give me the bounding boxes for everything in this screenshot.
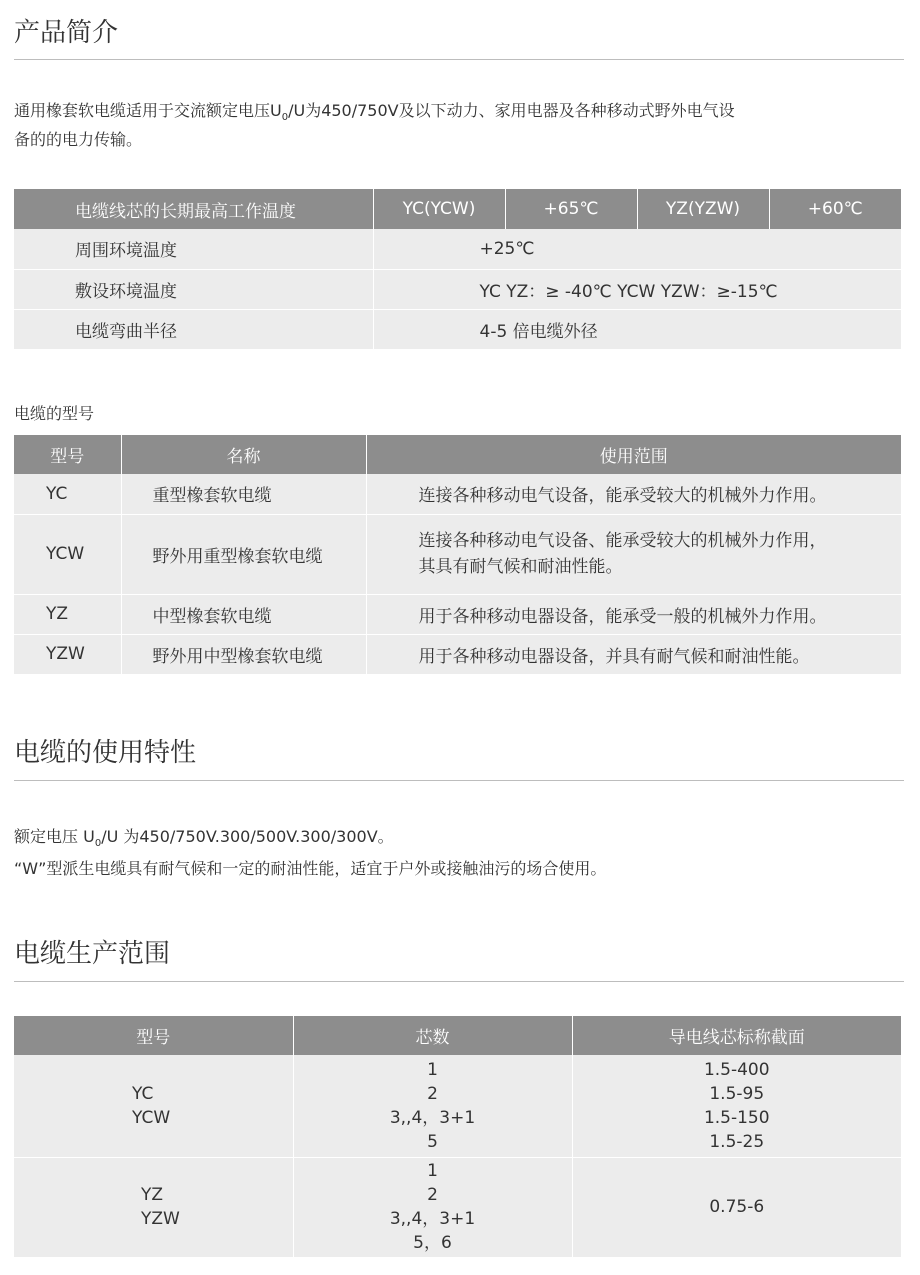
- intro-paragraph: [14, 96, 909, 154]
- table-row: [14, 229, 901, 269]
- intro-text-c: 备的的电力传输。: [14, 130, 143, 149]
- production-section: 1.5-25: [709, 1131, 765, 1152]
- production-header-cores: 芯数: [293, 1016, 572, 1055]
- model-header-name: 名称: [121, 435, 366, 474]
- production-section: 1.5-95: [709, 1083, 765, 1104]
- temp-row-value: YC YZ：≥ -40℃ YCW YZW：≥-15℃: [373, 269, 901, 309]
- production-sections-cell: [572, 1055, 901, 1157]
- production-core: 3,,4，3+1: [389, 1209, 476, 1230]
- table-row: [14, 594, 901, 634]
- table-row: [14, 269, 901, 309]
- table-row: [14, 634, 901, 674]
- production-section: 0.75-6: [709, 1197, 765, 1218]
- temperature-header-row: [14, 189, 901, 229]
- intro-text-sub: 0: [281, 112, 289, 124]
- features-title: 电缆的使用特性: [14, 738, 197, 768]
- name-cell: 重型橡套软电缆: [121, 474, 366, 514]
- table-row: [14, 1157, 901, 1257]
- production-header-type: 型号: [14, 1016, 293, 1055]
- temp-row-label: 周围环境温度: [14, 229, 373, 269]
- production-core: 5: [427, 1131, 438, 1152]
- production-cores-cell: [293, 1157, 572, 1257]
- temp-header-model-1: YC(YCW): [373, 189, 505, 229]
- use-line-1: 用于各种移动电器设备，并具有耐气候和耐油性能。: [418, 646, 810, 667]
- use-cell: [366, 594, 901, 634]
- production-sections-cell: [572, 1157, 901, 1257]
- table-row: [14, 1055, 901, 1157]
- model-header-use: 使用范围: [366, 435, 901, 474]
- production-models-cell: [14, 1055, 293, 1157]
- table-row: [14, 514, 901, 594]
- temp-header-value-2: +60℃: [769, 189, 901, 229]
- intro-title: 产品简介: [14, 18, 119, 48]
- temp-header-value-1: +65℃: [505, 189, 637, 229]
- intro-divider: [14, 59, 904, 60]
- production-core: 1: [427, 1161, 438, 1182]
- production-model: YZW: [141, 1209, 180, 1230]
- model-header-row: [14, 435, 901, 474]
- features-line1-b: /U 为450/750V.300/500V.300/300V。: [101, 827, 394, 846]
- name-cell: 野外用重型橡套软电缆: [121, 514, 366, 594]
- production-model: YZ: [141, 1185, 164, 1206]
- production-divider: [14, 981, 904, 982]
- intro-text-b: /U为450/750V及以下动力、家用电器及各种移动式野外电气设: [288, 101, 735, 120]
- production-header-section: 导电线芯标称截面: [572, 1016, 901, 1055]
- production-core: 3,,4，3+1: [389, 1107, 476, 1128]
- table-row: [14, 309, 901, 349]
- use-line-1: 连接各种移动电气设备，能承受较大的机械外力作用。: [418, 486, 827, 507]
- production-core: 5，6: [413, 1233, 452, 1254]
- temp-row-value: 4-5 倍电缆外径: [373, 309, 901, 349]
- temp-header-model-2: YZ(YZW): [637, 189, 769, 229]
- features-line2: “W”型派生电缆具有耐气候和一定的耐油性能，适宜于户外或接触油污的场合使用。: [14, 859, 607, 878]
- production-core: 1: [427, 1059, 438, 1080]
- production-model: YCW: [132, 1107, 171, 1128]
- temp-row-label: 电缆弯曲半径: [14, 309, 373, 349]
- temperature-table: [14, 189, 901, 349]
- model-heading: 电缆的型号: [14, 404, 95, 423]
- use-cell: [366, 514, 901, 594]
- features-line1-sub: 0: [94, 838, 102, 850]
- production-section: 1.5-150: [703, 1107, 770, 1128]
- temp-row-label: 敷设环境温度: [14, 269, 373, 309]
- temp-header-label: 电缆线芯的长期最高工作温度: [14, 189, 373, 229]
- model-cell: YC: [14, 474, 121, 514]
- use-cell: [366, 634, 901, 674]
- intro-text-a: 通用橡套软电缆适用于交流额定电压U: [14, 101, 282, 120]
- model-cell: YZ: [14, 594, 121, 634]
- use-line-1: 用于各种移动电器设备，能承受一般的机械外力作用。: [418, 606, 827, 627]
- temp-row-value: +25℃: [373, 229, 901, 269]
- production-models-cell: [14, 1157, 293, 1257]
- production-core: 2: [427, 1185, 438, 1206]
- table-row: [14, 474, 901, 514]
- features-paragraph: [14, 821, 909, 885]
- model-cell: YCW: [14, 514, 121, 594]
- production-title: 电缆生产范围: [14, 939, 171, 969]
- use-line-2: 其具有耐气候和耐油性能。: [418, 557, 623, 577]
- use-cell: [366, 474, 901, 514]
- production-header-row: [14, 1016, 901, 1055]
- model-cell: YZW: [14, 634, 121, 674]
- use-line-1: 连接各种移动电气设备、能承受较大的机械外力作用，: [418, 531, 827, 551]
- production-model: YC: [132, 1083, 154, 1104]
- production-section: 1.5-400: [703, 1059, 770, 1080]
- production-core: 2: [427, 1083, 438, 1104]
- features-line1-a: 额定电压 U: [14, 827, 95, 846]
- production-table: [14, 1016, 901, 1257]
- production-cores-cell: [293, 1055, 572, 1157]
- name-cell: 野外用中型橡套软电缆: [121, 634, 366, 674]
- features-divider: [14, 780, 904, 781]
- model-header-type: 型号: [14, 435, 121, 474]
- name-cell: 中型橡套软电缆: [121, 594, 366, 634]
- model-table: [14, 435, 901, 674]
